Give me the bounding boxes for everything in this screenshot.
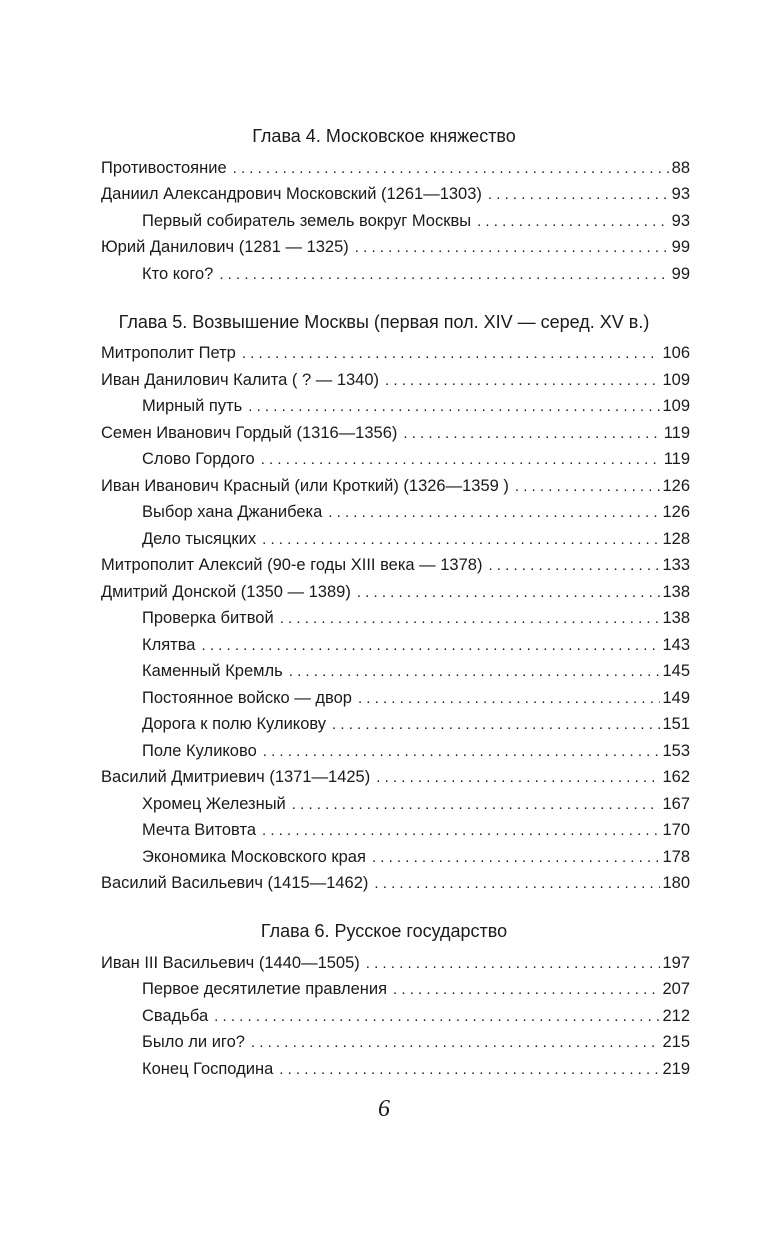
dot-leader (279, 1059, 660, 1081)
toc-entry-page: 109 (662, 371, 690, 389)
toc-entry-label: Дмитрий Донской (1350 — 1389) (101, 583, 351, 601)
dot-leader (248, 396, 660, 418)
toc-entry[interactable] (101, 422, 690, 444)
dot-leader (242, 343, 661, 365)
toc-entry-label: Первое десятилетие правления (142, 980, 388, 998)
toc-entry[interactable] (142, 395, 690, 417)
toc-entry[interactable] (101, 475, 690, 497)
dot-leader (262, 529, 660, 551)
toc-entry-label: Свадьба (142, 1007, 209, 1025)
chapter-title: Глава 6. Русское государство (260, 921, 508, 941)
toc-entry-label: Слово Гордого (142, 450, 255, 468)
toc-entry[interactable] (142, 660, 690, 682)
toc-entry-page: 106 (662, 344, 690, 362)
dot-leader (358, 688, 661, 710)
toc-entry-label: Василий Дмитриевич (1371—1425) (101, 768, 371, 786)
toc-entry[interactable] (101, 952, 690, 974)
toc-entry-page: 99 (671, 238, 690, 256)
toc-entry-label: Дело тысяцких (142, 530, 257, 548)
toc-entry-page: 207 (662, 980, 690, 998)
toc-entry-page: 167 (662, 795, 690, 813)
dot-leader (289, 661, 661, 683)
toc-entry-page: 197 (662, 954, 690, 972)
toc-entry[interactable] (142, 1031, 690, 1053)
toc-entry-label: Экономика Московского края (142, 848, 366, 866)
toc-entry-label: Поле Куликово (142, 742, 257, 760)
toc-entry-page: 178 (662, 848, 690, 866)
toc-entry-label: Василий Васильевич (1415—1462) (101, 874, 369, 892)
dot-leader (403, 423, 661, 445)
toc-entry-page: 126 (662, 503, 690, 521)
toc-entry[interactable] (142, 607, 690, 629)
toc-entry[interactable] (142, 263, 690, 285)
toc-entry-page: 88 (671, 159, 690, 177)
toc-entry-label: Постоянное войско — двор (142, 689, 352, 707)
dot-leader (366, 953, 661, 975)
dot-leader (385, 370, 660, 392)
dot-leader (202, 635, 661, 657)
toc-entry-page: 170 (662, 821, 690, 839)
toc-entry[interactable] (142, 528, 690, 550)
dot-leader (332, 714, 660, 736)
toc-entry-label: Мирный путь (142, 397, 243, 415)
dot-leader (515, 476, 661, 498)
toc-entry-label: Даниил Александрович Московский (1261—1303) (101, 185, 482, 203)
toc-entry-page: 133 (662, 556, 690, 574)
page-number: 6 (378, 1096, 390, 1122)
toc-entry-page: 145 (662, 662, 690, 680)
dot-leader (328, 502, 660, 524)
dot-leader (292, 794, 661, 816)
chapter-title: Глава 4. Московское княжество (252, 126, 516, 146)
dot-leader (263, 741, 661, 763)
toc-entry-page: 162 (662, 768, 690, 786)
toc-entry[interactable] (101, 342, 690, 364)
toc-entry[interactable] (101, 766, 690, 788)
toc-entry-label: Иван Иванович Красный (или Кроткий) (1326—1359 ) (101, 477, 509, 495)
toc-entry-page: 143 (662, 636, 690, 654)
toc-entry-page: 128 (662, 530, 690, 548)
toc-entry-page: 212 (662, 1007, 690, 1025)
toc-entry[interactable] (142, 740, 690, 762)
toc-entry-label: Конец Господина (142, 1060, 274, 1078)
toc-entry-label: Кто кого? (142, 265, 214, 283)
toc-entry[interactable] (101, 369, 690, 391)
toc-entry-label: Было ли иго? (142, 1033, 245, 1051)
dot-leader (477, 211, 670, 233)
toc-entry-page: 99 (671, 265, 690, 283)
dot-leader (488, 184, 670, 206)
dot-leader (488, 555, 660, 577)
toc-entry[interactable] (142, 978, 690, 1000)
toc-entry[interactable] (142, 210, 690, 232)
toc-entry-label: Каменный Кремль (142, 662, 283, 680)
toc-entry-label: Мечта Витовта (142, 821, 257, 839)
toc-entry[interactable] (142, 819, 690, 841)
dot-leader (393, 979, 660, 1001)
toc-entry-page: 126 (662, 477, 690, 495)
toc-entry-label: Клятва (142, 636, 196, 654)
dot-leader (233, 158, 670, 180)
toc-entry-page: 93 (671, 185, 690, 203)
toc-entry-label: Иван Данилович Калита ( ? — 1340) (101, 371, 380, 389)
dot-leader (372, 847, 661, 869)
dot-leader (374, 873, 660, 895)
toc-entry-label: Первый собиратель земель вокруг Москвы (142, 212, 472, 230)
toc-entry[interactable] (142, 1058, 690, 1080)
toc-entry-page: 93 (671, 212, 690, 230)
toc-entry-page: 138 (662, 583, 690, 601)
dot-leader (357, 582, 661, 604)
toc-entry-page: 153 (662, 742, 690, 760)
toc-entry-label: Семен Иванович Гордый (1316—1356) (101, 424, 398, 442)
dot-leader (214, 1006, 660, 1028)
toc-entry[interactable] (101, 581, 690, 603)
toc-entry[interactable] (101, 157, 690, 179)
toc-entry-page: 180 (662, 874, 690, 892)
toc-entry-label: Противостояние (101, 159, 227, 177)
toc-entry-label: Выбор хана Джанибека (142, 503, 323, 521)
toc-entry[interactable] (142, 713, 690, 735)
dot-leader (219, 264, 669, 286)
toc-entry-page: 149 (662, 689, 690, 707)
toc-entry[interactable] (101, 236, 690, 258)
toc-entry-label: Иван III Васильевич (1440—1505) (101, 954, 360, 972)
toc-entry-page: 119 (663, 450, 690, 468)
toc-entry-label: Митрополит Петр (101, 344, 236, 362)
toc-entry[interactable] (142, 846, 690, 868)
toc-entry[interactable] (142, 687, 690, 709)
toc-entry-label: Хромец Железный (142, 795, 286, 813)
chapter-title: Глава 5. Возвышение Москвы (первая пол. XIV — серед. XV в.) (118, 312, 650, 332)
toc-entry-page: 138 (662, 609, 690, 627)
toc-entry[interactable] (142, 634, 690, 656)
dot-leader (376, 767, 660, 789)
toc-entry[interactable] (101, 183, 690, 205)
toc-entry[interactable] (142, 1005, 690, 1027)
toc-entry-page: 219 (662, 1060, 690, 1078)
dot-leader (262, 820, 660, 842)
toc-entry[interactable] (142, 501, 690, 523)
toc-entry-label: Проверка битвой (142, 609, 274, 627)
toc-entry[interactable] (101, 554, 690, 576)
toc-entry-label: Митрополит Алексий (90-е годы XIII века — 1378) (101, 556, 483, 574)
toc-entry-page: 151 (662, 715, 690, 733)
dot-leader (280, 608, 661, 630)
toc-entry[interactable] (142, 793, 690, 815)
toc-entry-label: Юрий Данилович (1281 — 1325) (101, 238, 349, 256)
toc-entry-page: 119 (663, 424, 690, 442)
dot-leader (261, 449, 662, 471)
dot-leader (355, 237, 670, 259)
toc-entry-label: Дорога к полю Куликову (142, 715, 327, 733)
toc-entry[interactable] (142, 448, 690, 470)
toc-entry-page: 109 (662, 397, 690, 415)
toc-entry[interactable] (101, 872, 690, 894)
dot-leader (251, 1032, 661, 1054)
toc-entry-page: 215 (662, 1033, 690, 1051)
